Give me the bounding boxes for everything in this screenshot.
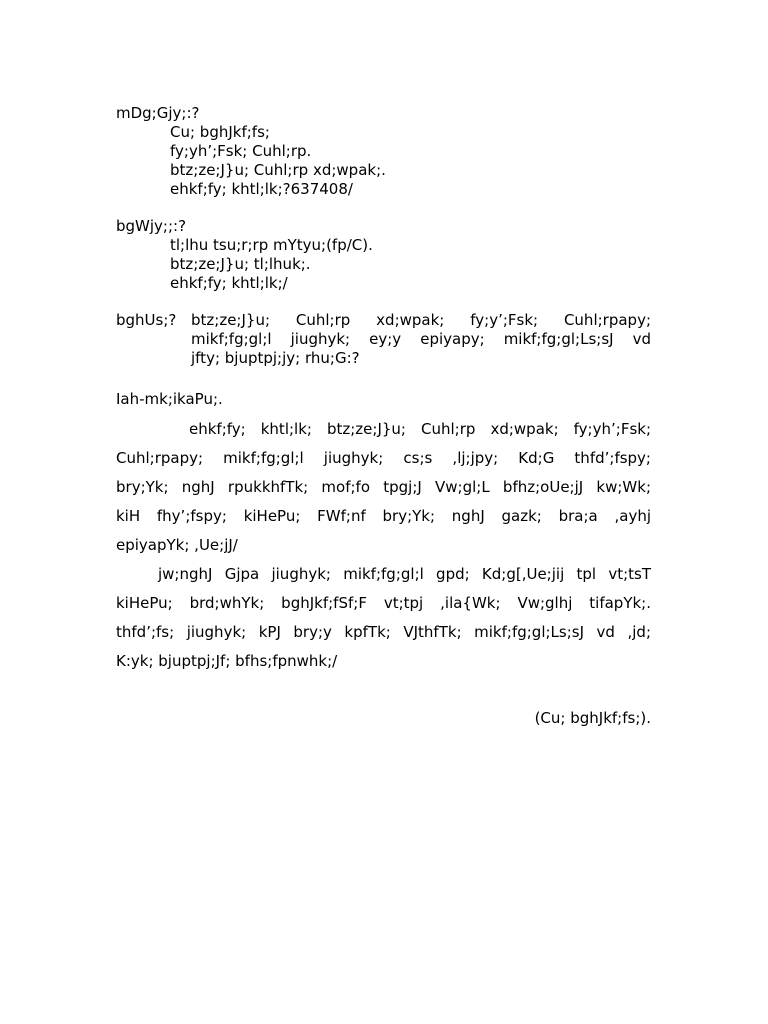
to-line: btz;ze;J}u; tl;lhuk;. [170,255,311,273]
from-label: mDg;Gjy;:? [116,104,200,122]
paragraph-line: kiH fhy’;fspy; kiHePu; FWf;nf bry;Yk; nghJ gazk; bra;a ,ayhj [116,507,651,525]
subject-text [191,311,651,368]
from-line: btz;ze;J}u; Cuhl;rp xd;wpak;. [170,161,386,179]
paragraph-line: K:yk; bjuptpj;Jf; bfhs;fpnwhk;/ [116,652,338,670]
paragraph-2 [116,560,651,676]
subject-block [116,311,651,368]
from-line: fy;yh’;Fsk; Cuhl;rp. [170,142,312,160]
subject-line: mikf;fg;gl;l jiughyk; ey;y epiyapy; mikf;fg;gl;Ls;sJ vd [191,330,651,348]
paragraph-line: thfd’;fs; jiughyk; kPJ bry;y kpfTk; VJthfTk; mikf;fg;gl;Ls;sJ vd ,jd; [116,623,651,641]
paragraph-line: Cuhl;rpapy; mikf;fg;gl;l jiughyk; cs;s ,lj;jpy; Kd;G thfd’;fspy; [116,449,651,467]
paragraph-1 [116,415,651,560]
from-line: Cu; bghJkf;fs; [170,123,270,141]
to-block [116,217,651,293]
paragraph-line: bry;Yk; nghJ rpukkhfTk; mof;fo tpgj;J Vw;gl;L bfhz;oUe;jJ kw;Wk; [116,478,651,496]
to-line: ehkf;fy; khtl;lk;/ [170,274,288,292]
from-block [116,104,651,199]
paragraph-line: jw;nghJ Gjpa jiughyk; mikf;fg;gl;l gpd; Kd;g[,Ue;jij tpl vt;tsT [158,565,651,583]
spacer [116,199,651,217]
paragraph-line: epiyapYk; ,Ue;jJ/ [116,536,238,554]
spacer [116,293,651,311]
subject-line: btz;ze;J}u; Cuhl;rp xd;wpak; fy;y’;Fsk; Cuhl;rpapy; [191,311,651,329]
from-line: ehkf;fy; khtl;lk;?637408/ [170,180,353,198]
paragraph-line: kiHePu; brd;whYk; bghJkf;fSf;F vt;tpj ,ila{Wk; Vw;glhj tifapYk;. [116,594,651,612]
to-line: tl;lhu tsu;r;rp mYtyu;(fp/C). [170,236,373,254]
to-label: bgWjy;;:? [116,217,187,235]
subject-line: jfty; bjuptpj;jy; rhu;G:? [191,349,360,367]
letter-page [116,104,651,728]
subject-label: bghUs;? [116,311,177,329]
signoff: (Cu; bghJkf;fs;). [534,709,651,727]
salutation: Iah-mk;ikaPu;. [116,390,223,408]
paragraph-line: ehkf;fy; khtl;lk; btz;ze;J}u; Cuhl;rp xd;wpak; fy;yh’;Fsk; [189,420,651,438]
